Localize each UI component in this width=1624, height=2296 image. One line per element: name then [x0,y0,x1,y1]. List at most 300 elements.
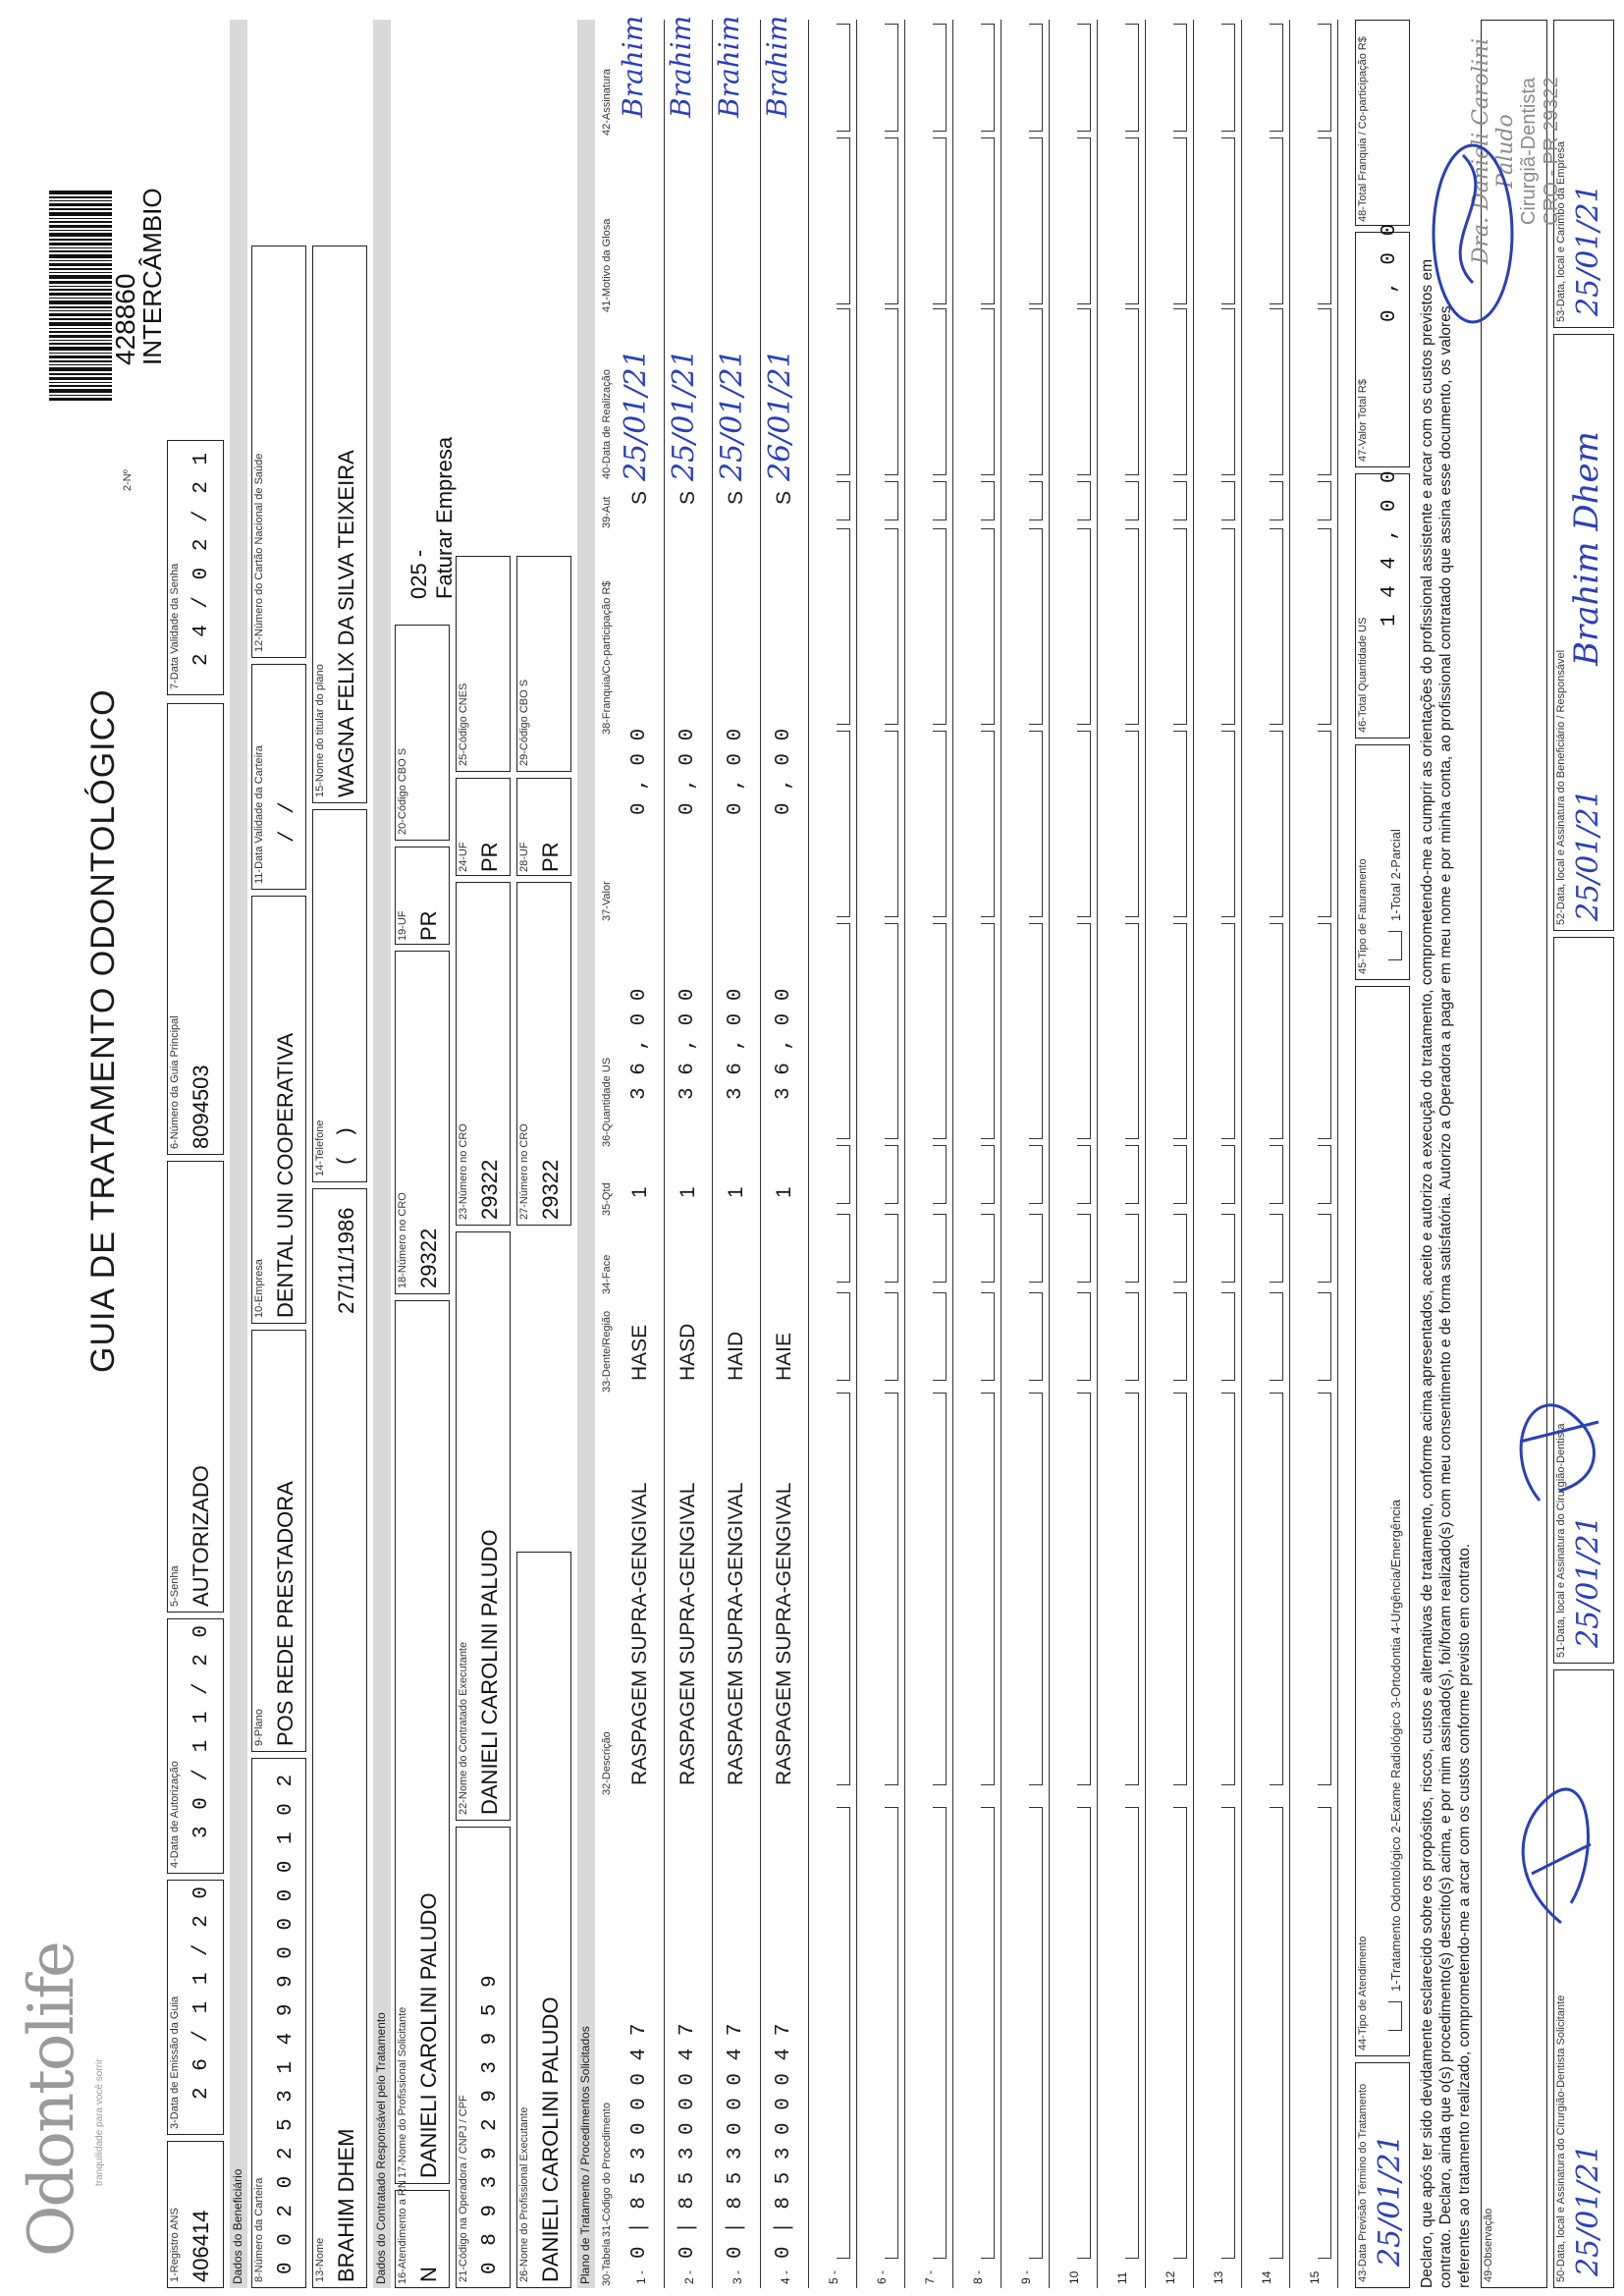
blank-field[interactable] [1318,1214,1331,1283]
row-number: 13 [1212,2270,1225,2284]
value[interactable]: 0 , 0 0 [773,728,795,815]
table-row [665,15,713,2288]
execution-date[interactable]: 25/01/21 [667,349,701,481]
empty-table-row [905,20,953,2288]
blank-field[interactable] [1029,24,1043,132]
blank-field[interactable] [1173,1393,1187,1785]
field-44-label: 44-Tipo de Atendimento [1357,1936,1369,2050]
quantity[interactable]: 1 [773,1186,795,1198]
field-45-options: 1-Total 2-Parcial [1388,829,1403,921]
blank-field[interactable] [1077,1292,1091,1381]
tooth-region[interactable]: HASD [677,1323,699,1381]
col-valor: 37-Valor [601,881,613,921]
billing-code: 025 - [406,549,431,599]
empty-table-row [857,20,905,2288]
blank-field[interactable] [1221,481,1235,520]
col-us: 36-Quantidade US [601,1057,613,1147]
executing-professional[interactable]: DANIELI CAROLINI PALUDO [538,1996,563,2282]
total-us[interactable]: 1 4 4 , 0 0 [1379,468,1401,627]
requesting-uf[interactable]: PR [416,910,441,941]
blank-field[interactable] [1173,308,1187,475]
quantity[interactable]: 1 [725,1186,747,1198]
card-validity[interactable]: / / [277,799,299,843]
blank-field[interactable] [1125,923,1139,1139]
blank-field[interactable] [1270,731,1283,917]
blank-field[interactable] [981,1214,995,1283]
row-number: 1 - [634,2269,648,2284]
logo-tagline: tranquilidade para você sorrir [94,2058,105,2186]
blank-field[interactable] [1125,1214,1139,1283]
field-22-label: 22-Nome do Contratado Executante [458,1641,469,1815]
blank-field[interactable] [1270,1393,1283,1785]
blank-field[interactable] [837,1145,850,1204]
row-number: 15 [1308,2270,1322,2284]
procedure-description[interactable]: RASPAGEM SUPRA-GENGIVAL [773,1482,795,1785]
procedure-description[interactable]: RASPAGEM SUPRA-GENGIVAL [677,1482,699,1785]
signature-scribble-3 [1414,106,1532,342]
blank-field[interactable] [1125,137,1139,304]
blank-field[interactable] [1077,481,1091,520]
row-number: 12 [1164,2270,1177,2284]
blank-field[interactable] [933,528,947,725]
blank-field[interactable] [837,308,850,475]
blank-field[interactable] [933,1292,947,1381]
beneficiary-signature-date[interactable]: 25/01/21 [1571,789,1605,921]
blank-field[interactable] [1029,1145,1043,1204]
authorized[interactable]: S [725,490,747,505]
blank-field[interactable] [933,481,947,520]
execution-date[interactable]: 25/01/21 [715,349,749,481]
col-glosa: 41-Motivo da Glosa [601,218,613,312]
empty-table-row [1050,20,1098,2288]
blank-field[interactable] [1029,137,1043,304]
blank-field[interactable] [1029,1214,1043,1283]
patient-signature[interactable]: Brahim [761,15,793,118]
field-7-label: 7-Data Validade da Senha [169,563,181,689]
blank-field[interactable] [1173,1292,1187,1381]
end-date-handwritten[interactable]: 25/01/21 [1373,2134,1407,2267]
field-9-label: 9-Plano [253,1709,265,1746]
value[interactable]: 0 , 0 0 [677,728,699,815]
company-stamp-date[interactable]: 25/01/21 [1571,184,1605,316]
blank-field[interactable] [837,731,850,917]
field-44-options: 1-Tratamento Odontológico 2-Exame Radiológico 3-Ortodontia 4-Urgência/Emergência [1388,1500,1403,1992]
operator-code[interactable]: 0 8 9 3 9 2 9 3 9 5 9 [479,1973,502,2274]
blank-field[interactable] [933,731,947,917]
blank-field[interactable] [933,1393,947,1785]
col-data: 40-Data de Realização [601,369,613,479]
empty-table-row [1146,20,1194,2288]
row-number: 2 - [682,2269,696,2284]
blank-field[interactable] [1318,308,1331,475]
blank-field[interactable] [1270,1292,1283,1381]
field-25-label: 25-Código CNES [458,683,469,766]
blank-field[interactable] [1077,731,1091,917]
field-46-label: 46-Total Quantidade US [1357,617,1369,733]
field-52-label: 52-Data, local e Assinatura do Beneficiário / Responsável [1555,649,1567,925]
card-number[interactable]: 0 0 2 0 2 5 3 1 4 9 9 0 0 0 0 1 0 2 [275,1772,298,2274]
blank-field[interactable] [1125,731,1139,917]
blank-field[interactable] [1318,481,1331,520]
row-number: 4 - [779,2269,792,2284]
field-1-label: 1-Registro ANS [169,2208,181,2282]
field-3-label: 3-Data de Emissão da Guia [169,1995,181,2129]
password-validity[interactable]: 2 4 / 0 2 / 2 1 [190,450,213,666]
patient-signature[interactable]: Brahim [665,15,697,118]
blank-field[interactable] [837,24,850,132]
row-number: 9 - [1019,2269,1033,2284]
blank-field[interactable] [1270,1214,1283,1283]
blank-field[interactable] [1173,731,1187,917]
section-contractor: Dados do Contratado Responsável pelo Tratamento [373,20,391,2288]
procedure-code[interactable]: 0 | 8 5 3 0 0 0 4 7 [677,2023,699,2259]
row-number: 5 - [827,2269,840,2284]
col-codigo: 31-Código do Procedimento [601,2103,613,2237]
blank-field[interactable] [837,1214,850,1283]
blank-field[interactable] [1221,1214,1235,1283]
blank-field[interactable] [885,1145,898,1204]
blank-field[interactable] [837,1807,850,2259]
executing-contractor[interactable]: DANIELI CAROLINI PALUDO [477,1529,502,1815]
blank-field[interactable] [1029,481,1043,520]
field-24-label: 24-UF [458,842,469,872]
field-6-label: 6-Número da Guia Principal [169,1015,181,1149]
professional-cro[interactable]: 29322 [538,1159,563,1220]
quantity-us[interactable]: 3 6 , 0 0 [725,988,747,1100]
stamp-cro: CRO - PR 29322 [1541,77,1562,226]
beneficiary-signature[interactable]: Brahim Dhem [1567,431,1606,666]
field-23-label: 23-Número no CRO [458,1123,469,1220]
table-row [617,15,665,2288]
blank-field[interactable] [1173,528,1187,725]
blank-field[interactable] [1173,1145,1187,1204]
field-19-label: 19-UF [397,910,408,941]
blank-field[interactable] [981,1393,995,1785]
blank-field[interactable] [1221,24,1235,132]
field-29-label: 29-Código CBO S [518,679,530,766]
blank-field[interactable] [885,1807,898,2259]
blank-field[interactable] [933,308,947,475]
procedure-code[interactable]: 0 | 8 5 3 0 0 0 4 7 [773,2023,795,2259]
blank-field[interactable] [1318,1393,1331,1785]
field-18-label: 18-Número no CRO [397,1192,408,1288]
professional-uf[interactable]: PR [538,842,563,872]
row-number: 14 [1260,2270,1273,2284]
billing-mode: Faturar Empresa [432,436,457,599]
empty-table-row [1242,20,1290,2288]
field-13-label: 13-Nome [314,2237,326,2282]
blank-field[interactable] [933,1214,947,1283]
section-plan: Plano de Tratamento / Procedimentos Solicitados [577,20,595,2288]
blank-field[interactable] [1029,1807,1043,2259]
service-type-input[interactable] [1388,2001,1402,2031]
field-16-label: 16-Atendimento a RN [397,2180,408,2284]
guide-number: 428860 [110,273,140,365]
issue-date[interactable]: 2 6 / 1 1 / 2 0 [190,1884,213,2100]
row-number: 7 - [923,2269,937,2284]
quantity[interactable]: 1 [628,1186,651,1198]
blank-field[interactable] [981,1807,995,2259]
field-49-box [1481,20,1547,2288]
blank-field[interactable] [981,24,995,132]
blank-field[interactable] [981,137,995,304]
blank-field[interactable] [1221,137,1235,304]
blank-field[interactable] [1077,1145,1091,1204]
requesting-signature-date[interactable]: 25/01/21 [1571,2144,1605,2276]
blank-field[interactable] [1029,528,1043,725]
blank-field[interactable] [885,308,898,475]
blank-field[interactable] [1029,1393,1043,1785]
registro-ans[interactable]: 406414 [189,2210,213,2282]
blank-field[interactable] [933,24,947,132]
blank-field[interactable] [1270,481,1283,520]
blank-field[interactable] [1173,137,1187,304]
blank-field[interactable] [1077,1807,1091,2259]
executing-cro[interactable]: 29322 [477,1159,502,1220]
blank-field[interactable] [1029,1292,1043,1381]
signature-scribble-1 [1502,1746,1610,1942]
blank-field[interactable] [1125,481,1139,520]
section-beneficiary: Dados do Beneficiário [230,20,247,2288]
blank-field[interactable] [1173,1807,1187,2259]
main-guide-number[interactable]: 8094503 [189,1065,213,1149]
blank-field[interactable] [933,1807,947,2259]
beneficiary-name[interactable]: BRAHIM DHEM [334,2128,358,2282]
col-descricao: 32-Descrição [601,1731,613,1795]
patient-signature[interactable]: Brahim [617,15,649,118]
blank-field[interactable] [1318,731,1331,917]
blank-field[interactable] [1318,1145,1331,1204]
blank-field[interactable] [885,137,898,304]
blank-field[interactable] [1029,923,1043,1139]
blank-field[interactable] [1125,1807,1139,2259]
stamp-name: Dra. Danieli Carolini Paludo [1469,37,1518,265]
blank-field[interactable] [837,481,850,520]
field-20-label: 20-Código CBO S [397,747,408,835]
blank-field[interactable] [1318,923,1331,1139]
row-number: 10 [1067,2270,1081,2284]
blank-field[interactable] [1221,308,1235,475]
blank-field[interactable] [1270,1145,1283,1204]
blank-field[interactable] [981,1145,995,1204]
barcode [49,126,112,401]
field-51-label: 51-Data, local e Assinatura do Cirurgião-Dentista [1555,1423,1567,1658]
blank-field[interactable] [1270,1807,1283,2259]
blank-field[interactable] [1270,923,1283,1139]
blank-field[interactable] [885,731,898,917]
stamp-title: Cirurgiã-Dentista [1518,77,1540,226]
blank-field[interactable] [1173,923,1187,1139]
field-8-label: 8-Número da Carteira [253,2177,265,2282]
field-5-label: 5-Senha [169,1565,181,1607]
blank-field[interactable] [837,1292,850,1381]
row-number: 8 - [971,2269,985,2284]
procedure-code[interactable]: 0 | 8 5 3 0 0 0 4 7 [628,2023,651,2259]
field-28-label: 28-UF [518,842,530,872]
tooth-region[interactable]: HASE [628,1324,651,1381]
blank-field[interactable] [981,1292,995,1381]
table-row [713,15,761,2288]
blank-field[interactable] [1125,528,1139,725]
company[interactable]: DENTAL UNI COOPERATIVA [273,1032,298,1318]
blank-field[interactable] [837,1393,850,1785]
blank-field[interactable] [1077,528,1091,725]
authorized[interactable]: S [773,490,795,505]
holder-name[interactable]: WAGNA FELIX DA SILVA TEIXEIRA [334,450,358,797]
blank-field[interactable] [837,528,850,725]
birth-date[interactable]: 27/11/1986 [334,1207,358,1314]
col-dente: 33-Dente/Região [601,1310,613,1393]
empty-table-row [809,20,857,2288]
blank-field[interactable] [1318,1292,1331,1381]
blank-field[interactable] [1270,24,1283,132]
declaration-line-3: referentes ao tratamento realizado, comprometendo-me a arcar com os custos conforme previsto em contrato. [1456,1543,1473,2288]
blank-field[interactable] [933,923,947,1139]
logo: Odontolife [16,1942,88,2257]
blank-field[interactable] [1221,528,1235,725]
blank-field[interactable] [1125,1292,1139,1381]
blank-field[interactable] [885,1393,898,1785]
blank-field[interactable] [1318,24,1331,132]
blank-field[interactable] [1077,1393,1091,1785]
procedure-description[interactable]: RASPAGEM SUPRA-GENGIVAL [725,1482,747,1785]
billing-type-input[interactable] [1388,931,1402,960]
empty-table-row [1098,20,1146,2288]
blank-field[interactable] [1173,481,1187,520]
quantity[interactable]: 1 [677,1186,699,1198]
blank-field[interactable] [981,923,995,1139]
dentist-signature-date[interactable]: 25/01/21 [1571,1515,1605,1648]
tooth-region[interactable]: HAID [725,1331,747,1381]
rn-service[interactable]: N [416,2267,441,2282]
col-tabela: 30-Tabela [601,2238,613,2286]
field-11-label: 11-Data Validade da Carteira [253,745,265,884]
row-number: 3 - [731,2269,744,2284]
blank-field[interactable] [1125,1145,1139,1204]
blank-field[interactable] [1221,1393,1235,1785]
blank-field[interactable] [885,24,898,132]
col-assinatura: 42-Assinatura [601,69,613,136]
table-row [761,15,809,2288]
blank-field[interactable] [1125,24,1139,132]
field-45-label: 45-Tipo de Faturamento [1357,858,1369,974]
total-value[interactable]: 0 , 0 0 [1379,221,1401,322]
field-53-label: 53-Data, local e Carimbo da Empresa [1555,140,1567,322]
blank-field[interactable] [1318,528,1331,725]
executing-uf[interactable]: PR [477,842,502,872]
field-10-label: 10-Empresa [253,1259,265,1318]
authorized[interactable]: S [628,490,651,505]
blank-field[interactable] [1270,308,1283,475]
blank-field[interactable] [885,923,898,1139]
blank-field[interactable] [1077,137,1091,304]
quantity-us[interactable]: 3 6 , 0 0 [677,988,699,1100]
authorized[interactable]: S [677,490,699,505]
blank-field[interactable] [1270,528,1283,725]
blank-field[interactable] [933,1145,947,1204]
field-26-label: 26-Nome do Profissional Executante [518,2106,530,2282]
blank-field[interactable] [1029,731,1043,917]
blank-field[interactable] [1077,923,1091,1139]
blank-field[interactable] [1173,24,1187,132]
requesting-professional[interactable]: DANIELI CAROLINI PALUDO [416,1892,441,2178]
blank-field[interactable] [885,481,898,520]
field-14-label: 14-Telefone [314,1120,326,1176]
blank-field[interactable] [885,528,898,725]
field-43-label: 43-Data Previsão Término do Tratamento [1357,2083,1369,2282]
blank-field[interactable] [1221,923,1235,1139]
empty-table-row [1001,20,1050,2288]
procedure-code[interactable]: 0 | 8 5 3 0 0 0 4 7 [725,2023,747,2259]
empty-table-row [1194,20,1242,2288]
phone[interactable]: ( ) [336,1123,358,1167]
patient-signature[interactable]: Brahim [713,15,745,118]
value[interactable]: 0 , 0 0 [725,728,747,815]
blank-field[interactable] [885,1214,898,1283]
form-number-label: 2-Nº [122,469,134,491]
declaration-line-1: Declaro, que após ter sido devidamente esclarecido sobre os propósitos, riscos, custos e alternativas de tratamento, conforme acima apresentados, aceito e autorizo a execução do tratamento, comprometendo-me a cumprir as orientações do profissional assistente e arcar com os custos previstos em [1419,259,1435,2288]
blank-field[interactable] [933,137,947,304]
blank-field[interactable] [1077,1214,1091,1283]
requesting-cro[interactable]: 29322 [416,1228,441,1288]
field-47-label: 47-Valor Total R$ [1357,379,1369,462]
field-21-label: 21-Código na Operadora / CNPJ / CPF [458,2095,469,2282]
blank-field[interactable] [885,1292,898,1381]
blank-field[interactable] [1077,24,1091,132]
blank-field[interactable] [1173,1214,1187,1283]
row-number: 11 [1115,2271,1129,2284]
senha[interactable]: AUTORIZADO [189,1465,213,1607]
blank-field[interactable] [837,137,850,304]
page-title: GUIA DE TRATAMENTO ODONTOLÓGICO [84,688,122,1373]
row-number: 6 - [875,2269,889,2284]
col-aut: 39-Aut [601,496,613,528]
value[interactable]: 0 , 0 0 [628,728,651,815]
col-face: 34-Face [601,1254,613,1294]
blank-field[interactable] [981,528,995,725]
blank-field[interactable] [1221,1807,1235,2259]
execution-date[interactable]: 26/01/21 [763,349,797,481]
blank-field[interactable] [1318,137,1331,304]
blank-field[interactable] [981,308,995,475]
execution-date[interactable]: 25/01/21 [619,349,653,481]
plan-name[interactable]: POS REDE PRESTADORA [273,1481,298,1746]
blank-field[interactable] [1125,1393,1139,1785]
blank-field[interactable] [1221,1145,1235,1204]
blank-field[interactable] [1318,1807,1331,2259]
quantity-us[interactable]: 3 6 , 0 0 [628,988,651,1100]
field-12-label: 12-Número do Cartão Nacional de Saúde [253,453,265,652]
blank-field[interactable] [981,481,995,520]
field-27-label: 27-Número no CRO [518,1123,530,1220]
declaration-line-2: contrato. Declaro, ainda que o(s) procedimento(s) descrito(s) acima, e por mim assinado(s), foi/foram realizado(s) com meu consentimento e de forma satisfatória. Autorizo a Operadora a pagar em meu nome e por minha conta, ao profissional contratado que assina esse documento, os valores [1437,305,1454,2288]
col-qtd: 35-Qtd [601,1182,613,1216]
blank-field[interactable] [837,923,850,1139]
blank-field[interactable] [1077,308,1091,475]
blank-field[interactable] [1125,308,1139,475]
quantity-us[interactable]: 3 6 , 0 0 [773,988,795,1100]
field-15-label: 15-Nome do titular do plano [314,664,326,797]
blank-field[interactable] [1270,137,1283,304]
blank-field[interactable] [981,731,995,917]
blank-field[interactable] [1221,731,1235,917]
procedure-description[interactable]: RASPAGEM SUPRA-GENGIVAL [628,1482,651,1785]
blank-field[interactable] [1029,308,1043,475]
blank-field[interactable] [1221,1292,1235,1381]
tooth-region[interactable]: HAIE [773,1332,795,1381]
authorization-date[interactable]: 3 0 / 1 1 / 2 0 [190,1622,213,1838]
field-4-label: 4-Data de Autorização [169,1761,181,1868]
